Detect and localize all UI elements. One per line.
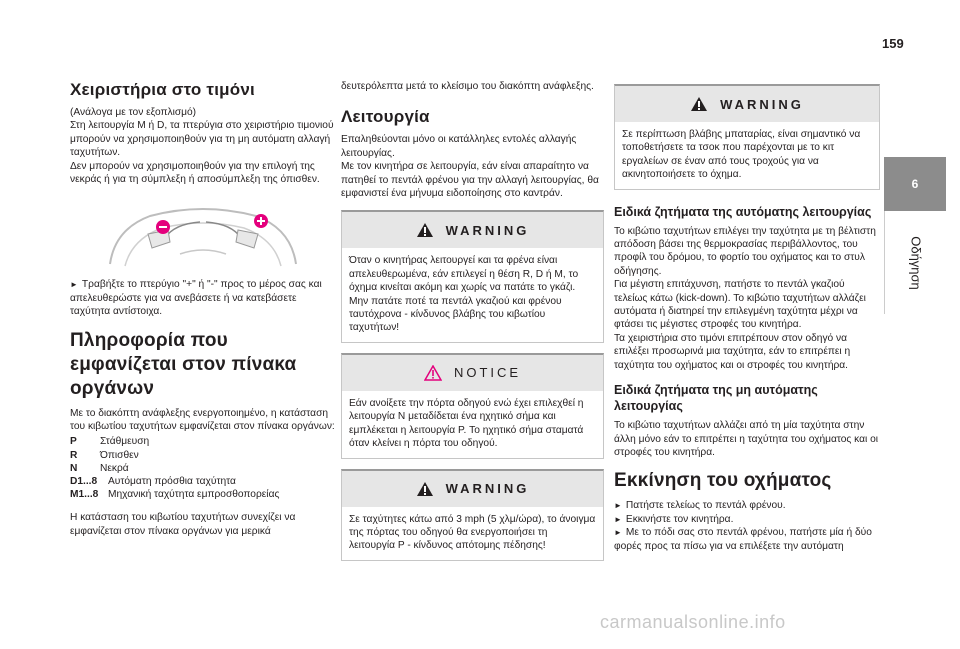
notice-box xyxy=(341,353,604,459)
chapter-number: 6 xyxy=(884,157,946,211)
triangle-bullet-icon: ► xyxy=(614,514,622,524)
automatic-mode-text: Το κιβώτιο ταχυτήτων επιλέγει την ταχύτητα με τη βέλτιστη απόδοση βάσει της θερμοκρασίας περιβάλλοντος, του προφίλ του δρόμου, το φορτίο του οχήματος και το στυλ οδήγησης. Για μέγιστη επιτάχυνση, πατήστε το πεντάλ γκαζιού τελείως κάτω (kick-down). Το κιβώτιο ταχυτήτων αλλάζει αυτόματα ή διατηρεί την επιλεγμένη ταχύτητα μέχρι να φτάσει τις μέγιστες στροφές του κινητήρα. Τα χειριστήρια στο τιμόνι επιτρέπουν στον οδηγό να επιλέξει προσωρινά μια ταχύτητα, εάν το επιτρέπει η ταχύτητα του οχήματος και οι στροφές του κινητήρα. xyxy=(614,225,876,371)
steering-wheel-illustration xyxy=(70,194,336,274)
warning-header: WARNING xyxy=(342,212,603,248)
list-item: ► Με το πόδι σας στο πεντάλ φρένου, πατήστε μία ή δύο φορές προς τα πίσω για να επιλέξετε την αυτόματη xyxy=(614,527,872,552)
gear-row: M1...8 Μηχανική ταχύτητα εμπροσθοπορείας xyxy=(70,489,280,501)
page-number: 159 xyxy=(882,36,904,51)
column-1 xyxy=(70,80,336,538)
warning-header: WARNING xyxy=(615,86,879,122)
chapter-label-box xyxy=(884,211,946,314)
heading-steering-controls: Χειριστήρια στο τιμόνι xyxy=(70,80,255,99)
gear-row: P Στάθμευση xyxy=(70,436,150,448)
gear-row: R Όπισθεν xyxy=(70,449,139,461)
instrument-panel-intro: Με το διακόπτη ανάφλεξης ενεργοποιημένο, η κατάσταση του κιβωτίου ταχυτήτων εμφανίζεται στον πίνακα οργάνων: xyxy=(70,407,335,433)
heading-operation: Λειτουργία xyxy=(341,107,430,127)
warning-box xyxy=(614,84,880,190)
manual-mode-text: Το κιβώτιο ταχυτήτων αλλάζει από τη μία ταχύτητα στην άλλη μόνο εάν το επιτρέπει η ταχύτητα του οχήματος και οι στροφές του κινητήρα. xyxy=(614,420,879,458)
chapter-tab xyxy=(884,157,946,314)
notice-triangle-icon xyxy=(424,365,442,381)
warning-triangle-icon xyxy=(416,222,434,238)
gear-row: D1...8 Αυτόματη πρόσθια ταχύτητα xyxy=(70,476,236,488)
gear-row: N Νεκρά xyxy=(70,462,129,474)
warning-text: Σε περίπτωση βλάβης μπαταρίας, είναι σημαντικό να τοποθετήσετε τα τσοκ που παρέχονται με το κιτ εργαλείων σε έναν από τους τροχούς για να ακινητοποιήσετε το όχημα. xyxy=(622,129,861,181)
triangle-bullet-icon: ► xyxy=(614,501,622,511)
warning-text: Σε ταχύτητες κάτω από 3 mph (5 χλμ/ώρα), το άνοιγμα της πόρτας του οδηγού θα ενεργοποιήσει τη λειτουργία P - κίνδυνος απότομης πέδησης! xyxy=(349,513,596,552)
notice-header: NOTICE xyxy=(342,355,603,391)
steering-intro-text: (Ανάλογα με τον εξοπλισμό) Στη λειτουργία M ή D, τα πτερύγια στο χειριστήριο τιμονιού μπορούν να χρησιμοποιηθούν για τη μη αυτόματη αλλαγή ταχυτήτων. Δεν μπορούν να χρησιμοποιηθούν για την επιλογή της νεκράς ή για τη σύμπλεξη ή αποσύμπλεξη της όπισθεν. xyxy=(70,107,334,186)
notice-text: Εάν ανοίξετε την πόρτα οδηγού ενώ έχει επιλεχθεί η λειτουργία N μεταδίδεται ένα ηχητικό σήμα και εμπλέκεται η λειτουργία P. Το ηχητικό σήμα σταματά όταν κλείνει η πόρτα του οδηγού. xyxy=(349,397,584,450)
heading-starting-vehicle: Εκκίνηση του οχήματος xyxy=(614,470,832,492)
gear-list xyxy=(70,435,336,501)
heading-automatic-mode: Ειδικά ζητήματα της αυτόματης λειτουργίας xyxy=(614,204,872,219)
warning-box xyxy=(341,469,604,561)
triangle-bullet-icon: ► xyxy=(70,280,78,290)
column-3 xyxy=(614,80,880,553)
gearbox-status-text: Η κατάσταση του κιβωτίου ταχυτήτων συνεχίζει να εμφανίζεται στον πίνακα οργάνων για μερικά xyxy=(70,512,296,537)
heading-manual-mode: Ειδικά ζητήματα της μη αυτόματης λειτουργίας xyxy=(614,383,818,414)
watermark: carmanualsonline.info xyxy=(600,612,786,632)
warning-box xyxy=(341,210,604,342)
warning-text: Όταν ο κινητήρας λειτουργεί και τα φρένα είναι απελευθερωμένα, εάν επιλεγεί η θέση R, D ή M, το όχημα κινείται ακόμη και χωρίς να πατάτε το γκάζι. Μην πατάτε ποτέ τα πεντάλ γκαζιού και φρένου ταυτόχρονα - κίνδυνος βλάβης του κιβωτίου ταχυτήτων! xyxy=(349,255,579,334)
triangle-bullet-icon: ► xyxy=(614,528,622,538)
warning-triangle-icon xyxy=(416,481,434,497)
continued-text: δευτερόλεπτα μετά το κλείσιμο του διακόπτη ανάφλεξης. xyxy=(341,81,594,92)
chapter-label: Οδήγηση xyxy=(908,235,923,290)
list-item: ► Εκκινήστε τον κινητήρα. xyxy=(614,513,734,525)
operation-text: Επαληθεύονται μόνο οι κατάλληλες εντολές αλλαγής λειτουργίας. Με τον κινητήρα σε λειτουργία, εάν είναι απαραίτητο να πατηθεί το πεντάλ φρένου για την αλλαγή λειτουργίας, θα εμφανιστεί ένα μήνυμα ειδοποίησης στο καντράν. xyxy=(341,134,599,200)
list-item: ► Πατήστε τελείως το πεντάλ φρένου. xyxy=(614,500,786,512)
heading-instrument-panel-info: Πληροφορία που εμφανίζεται στον πίνακα οργάνων xyxy=(70,329,297,399)
warning-triangle-icon xyxy=(690,96,708,112)
column-2 xyxy=(341,80,604,571)
paddle-shifter-icon xyxy=(70,194,336,274)
paddle-instruction: ► Τραβήξτε το πτερύγιο "+" ή "-" προς το μέρος σας και απελευθερώστε για να ανεβάσετε ή να κατεβάσετε ταχύτητα αντίστοιχα. xyxy=(70,279,322,318)
warning-header: WARNING xyxy=(342,471,603,507)
